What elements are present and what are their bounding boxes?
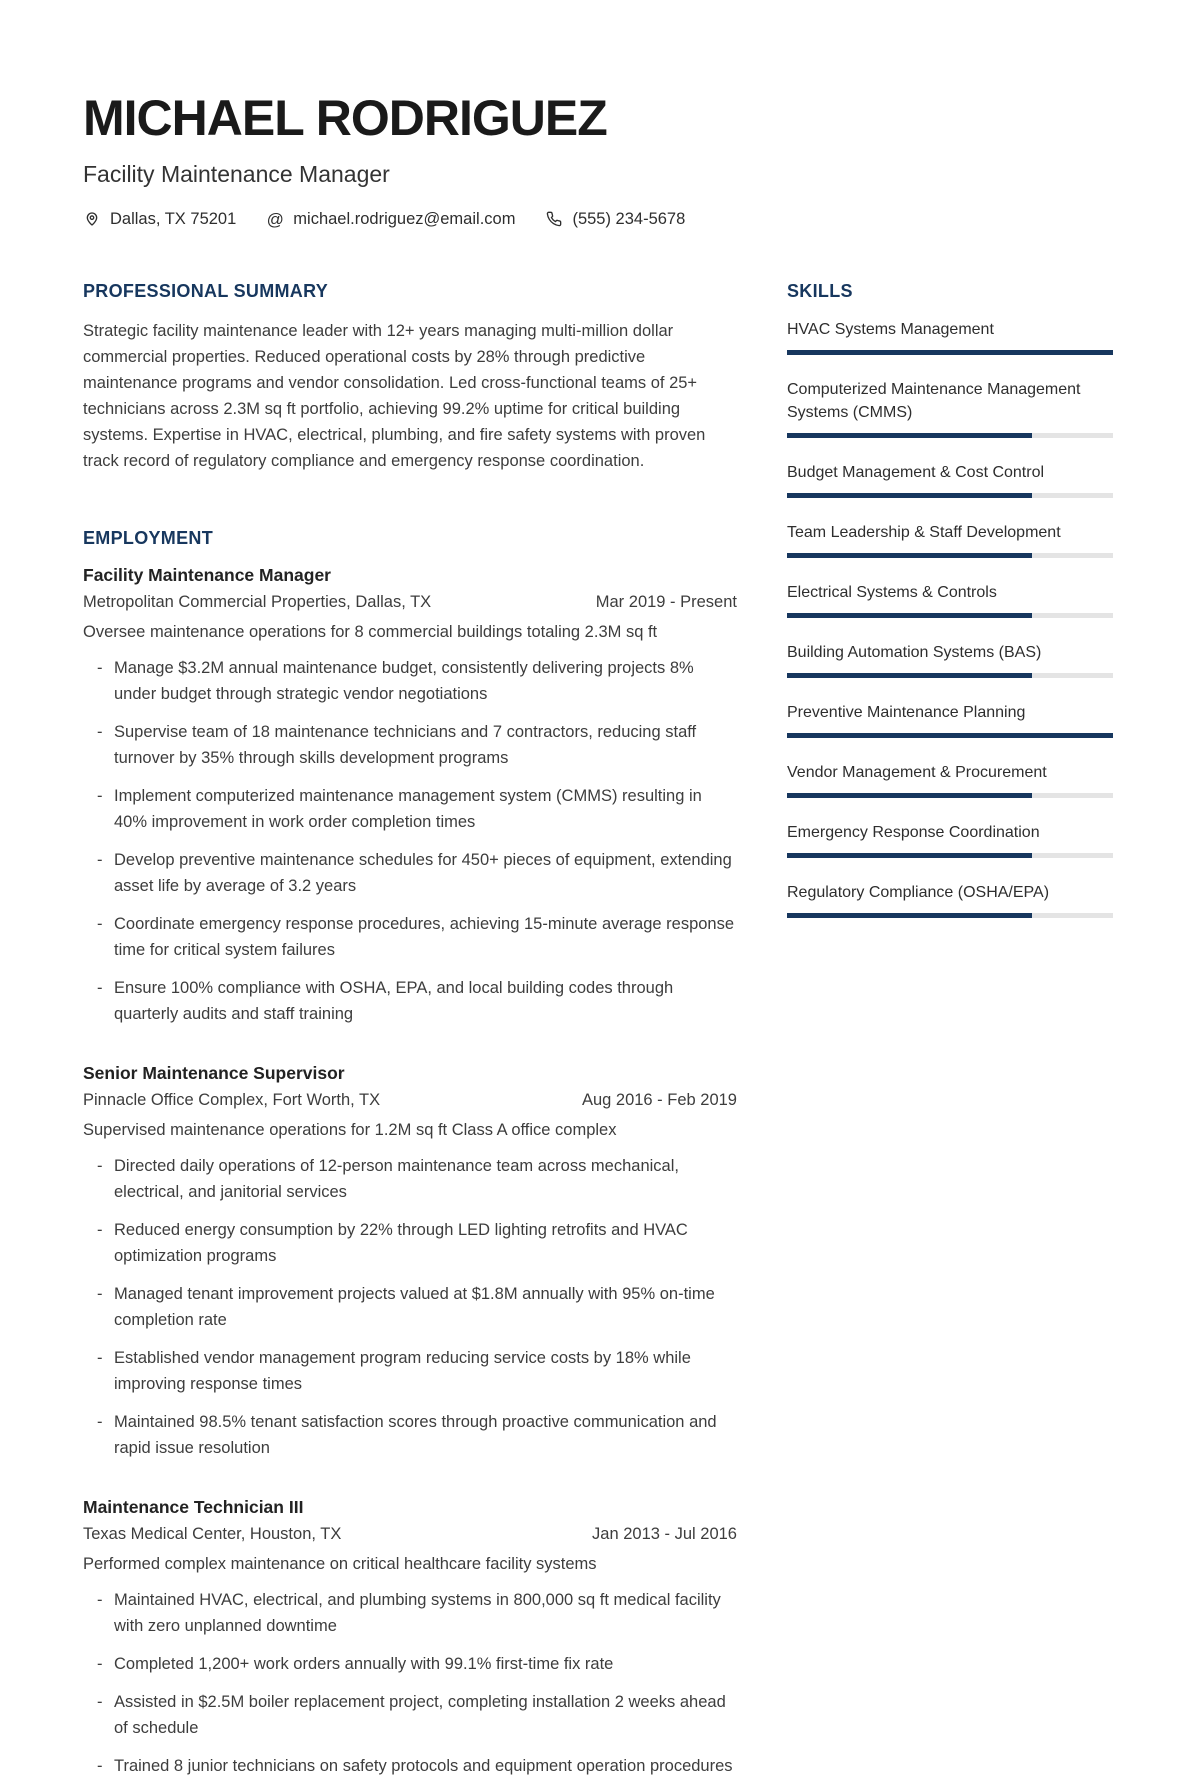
candidate-name: MICHAEL RODRIGUEZ xyxy=(83,90,607,146)
job-bullet: - Reduced energy consumption by 22% through LED lighting retrofits and HVAC optimization programs xyxy=(83,1217,737,1269)
skill-item xyxy=(787,318,1113,355)
skill-item xyxy=(787,461,1113,498)
skill-bar-track xyxy=(787,350,1113,355)
skill-bar-fill xyxy=(787,553,1032,558)
professional-summary-heading: PROFESSIONAL SUMMARY xyxy=(83,280,329,301)
job-bullet: - Completed 1,200+ work orders annually with 99.1% first-time fix rate xyxy=(83,1651,737,1677)
skill-bar-fill xyxy=(787,493,1032,498)
job-meta-row xyxy=(83,1525,737,1544)
phone-icon xyxy=(545,210,563,228)
job-dates: Aug 2016 - Feb 2019 xyxy=(581,1090,737,1109)
skill-bar-track xyxy=(787,913,1113,918)
skill-bar-track xyxy=(787,793,1113,798)
skill-label: Computerized Maintenance Management Systems (CMMS) xyxy=(787,380,1081,421)
job-summary: Performed complex maintenance on critical healthcare facility systems xyxy=(83,1554,597,1573)
skill-label: Budget Management & Cost Control xyxy=(787,463,1045,481)
job-dates: Mar 2019 - Present xyxy=(595,592,737,611)
contact-row xyxy=(83,210,1113,229)
job-bullet: - Coordinate emergency response procedures, achieving 15-minute average response time for critical system failures xyxy=(83,911,737,963)
job-title: Maintenance Technician III xyxy=(83,1496,304,1517)
skill-label: Team Leadership & Staff Development xyxy=(787,523,1061,541)
skill-bar-fill xyxy=(787,793,1032,798)
left-column xyxy=(83,281,737,1779)
job-bullet: - Maintained HVAC, electrical, and plumbing systems in 800,000 sq ft medical facility with zero unplanned downtime xyxy=(83,1587,737,1639)
job-meta-row xyxy=(83,1091,737,1110)
candidate-role-title: Facility Maintenance Manager xyxy=(83,160,390,187)
skill-bar-track xyxy=(787,613,1113,618)
skill-label: HVAC Systems Management xyxy=(787,320,994,338)
job-bullet: - Develop preventive maintenance schedules for 450+ pieces of equipment, extending asset life by average of 3.2 years xyxy=(83,847,737,899)
skill-label: Electrical Systems & Controls xyxy=(787,583,997,601)
skill-item xyxy=(787,378,1113,438)
skill-bar-fill xyxy=(787,673,1032,678)
skill-item xyxy=(787,761,1113,798)
job-title: Senior Maintenance Supervisor xyxy=(83,1062,345,1083)
skill-item xyxy=(787,701,1113,738)
job-bullet-list xyxy=(83,655,737,1027)
job-bullet: - Implement computerized maintenance management system (CMMS) resulting in 40% improvement in work order completion times xyxy=(83,783,737,835)
job-company: Metropolitan Commercial Properties, Dallas, TX xyxy=(83,592,432,611)
job-bullet: - Ensure 100% compliance with OSHA, EPA, and local building codes through quarterly audits and staff training xyxy=(83,975,737,1027)
skill-item xyxy=(787,641,1113,678)
job-summary: Oversee maintenance operations for 8 commercial buildings totaling 2.3M sq ft xyxy=(83,622,658,641)
job-company: Pinnacle Office Complex, Fort Worth, TX xyxy=(83,1090,381,1109)
skill-label: Building Automation Systems (BAS) xyxy=(787,643,1042,661)
job-bullet: - Manage $3.2M annual maintenance budget, consistently delivering projects 8% under budget through strategic vendor negotiations xyxy=(83,655,737,707)
job-dates: Jan 2013 - Jul 2016 xyxy=(592,1524,737,1543)
contact-phone xyxy=(545,210,685,229)
skill-item xyxy=(787,521,1113,558)
job-bullet-list xyxy=(83,1587,737,1779)
skill-item xyxy=(787,581,1113,618)
contact-location xyxy=(83,210,236,229)
skill-bar-fill xyxy=(787,913,1032,918)
skill-bar-fill xyxy=(787,613,1032,618)
skill-bar-fill xyxy=(787,733,1113,738)
contact-email xyxy=(266,210,515,229)
skill-bar-track xyxy=(787,493,1113,498)
employment-section xyxy=(83,528,737,1779)
right-column xyxy=(787,281,1113,1779)
skill-label: Regulatory Compliance (OSHA/EPA) xyxy=(787,883,1050,901)
job-bullet: - Directed daily operations of 12-person maintenance team across mechanical, electrical, and janitorial services xyxy=(83,1153,737,1205)
skill-bar-track xyxy=(787,733,1113,738)
professional-summary-section xyxy=(83,281,737,474)
skill-bar-fill xyxy=(787,853,1032,858)
job-bullet: - Assisted in $2.5M boiler replacement project, completing installation 2 weeks ahead of schedule xyxy=(83,1689,737,1741)
skill-bar-fill xyxy=(787,433,1032,438)
job-company: Texas Medical Center, Houston, TX xyxy=(83,1524,342,1543)
professional-summary-text: Strategic facility maintenance leader with 12+ years managing multi-million dollar commercial properties. Reduced operational costs by 28% through predictive maintenance programs and vendor consolidation. Led cross-functional teams of 25+ technicians across 2.3M sq ft portfolio, achieving 99.2% uptime for critical building systems. Expertise in HVAC, electrical, plumbing, and fire safety systems with proven track record of regulatory compliance and emergency response coordination. xyxy=(83,321,706,470)
skill-bar-track xyxy=(787,853,1113,858)
skill-item xyxy=(787,821,1113,858)
skills-heading: SKILLS xyxy=(787,280,853,301)
skill-label: Vendor Management & Procurement xyxy=(787,763,1047,781)
contact-phone-text: (555) 234-5678 xyxy=(572,209,686,228)
job-entry xyxy=(83,565,737,1027)
at-icon: @ xyxy=(266,209,284,229)
job-bullet-list xyxy=(83,1153,737,1461)
job-title: Facility Maintenance Manager xyxy=(83,564,331,585)
skill-label: Emergency Response Coordination xyxy=(787,823,1040,841)
skill-item xyxy=(787,881,1113,918)
skill-label: Preventive Maintenance Planning xyxy=(787,703,1026,721)
job-bullet: - Managed tenant improvement projects valued at $1.8M annually with 95% on-time completion rate xyxy=(83,1281,737,1333)
job-bullet: - Established vendor management program reducing service costs by 18% while improving response times xyxy=(83,1345,737,1397)
job-bullet: - Maintained 98.5% tenant satisfaction scores through proactive communication and rapid issue resolution xyxy=(83,1409,737,1461)
job-bullet: - Trained 8 junior technicians on safety protocols and equipment operation procedures xyxy=(83,1753,737,1779)
job-summary: Supervised maintenance operations for 1.2M sq ft Class A office complex xyxy=(83,1120,617,1139)
contact-email-text: michael.rodriguez@email.com xyxy=(293,209,516,228)
skill-bar-track xyxy=(787,673,1113,678)
contact-location-text: Dallas, TX 75201 xyxy=(110,209,237,228)
content-columns xyxy=(83,281,1113,1779)
job-bullet: - Supervise team of 18 maintenance technicians and 7 contractors, reducing staff turnover by 35% through skills development programs xyxy=(83,719,737,771)
location-pin-icon xyxy=(83,210,101,228)
skill-bar-fill xyxy=(787,350,1113,355)
job-entry xyxy=(83,1063,737,1461)
job-meta-row xyxy=(83,593,737,612)
job-entry xyxy=(83,1497,737,1779)
skill-bar-track xyxy=(787,433,1113,438)
resume-header xyxy=(83,92,1113,229)
employment-heading: EMPLOYMENT xyxy=(83,527,214,548)
skill-bar-track xyxy=(787,553,1113,558)
